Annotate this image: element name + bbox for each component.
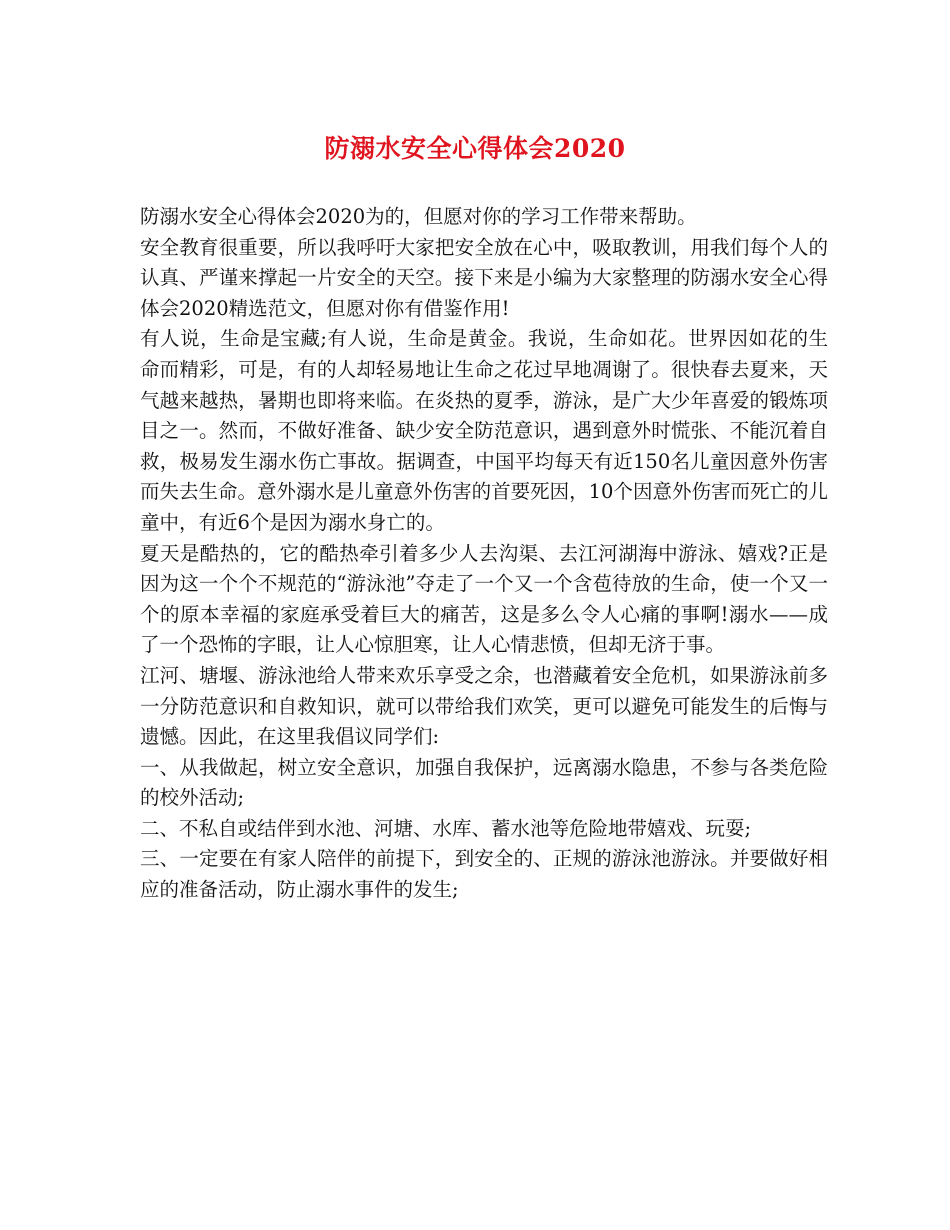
paragraph-proposal: 江河、塘堰、游泳池给人带来欢乐享受之余，也潜藏着安全危机，如果游泳前多一分防范意识和自救知识，就可以带给我们欢笑，更可以避免可能发生的后悔与遗憾。因此，在这里我倡议同学们:	[140, 663, 828, 749]
list-item-1: 一、从我做起，树立安全意识，加强自我保护，远离溺水隐患，不参与各类危险的校外活动;	[140, 755, 828, 810]
document-title: 防溺水安全心得体会2020	[324, 134, 626, 163]
paragraph-intro: 防溺水安全心得体会2020为的，但愿对你的学习工作带来帮助。	[140, 205, 697, 228]
list-item-2: 二、不私自或结伴到水池、河塘、水库、蓄水池等危险地带嬉戏、玩耍;	[140, 816, 752, 840]
paragraph-summer-heat: 夏天是酷热的，它的酷热牵引着多少人去沟渠、去江河湖海中游泳、嬉戏?正是因为这一个个不规范的“游泳池”夺走了一个又一个含苞待放的生命，使一个又一个的原本幸福的家庭承受着巨大的痛苦，这是多么令人心痛的事啊!溺水——成了一个恐怖的字眼，让人心惊胆寒，让人心情悲愤，但却无济于事。	[140, 541, 828, 657]
paragraph-life-like-flower: 有人说，生命是宝藏;有人说，生命是黄金。我说，生命如花。世界因如花的生命而精彩，可是，有的人却轻易地让生命之花过早地凋谢了。很快春去夏来，天气越来越热，暑期也即将来临。在炎热的夏季，游泳，是广大少年喜爱的锻炼项目之一。然而，不做好准备、缺少安全防范意识，遇到意外时慌张、不能沉着自救，极易发生溺水伤亡事故。据调查，中国平均每天有近150名儿童因意外伤害而失去生命。意外溺水是儿童意外伤害的首要死因，10个因意外伤害而死亡的儿童中，有近6个是因为溺水身亡的。	[140, 327, 828, 534]
document-body	[140, 202, 828, 906]
list-item-3: 三、一定要在有家人陪伴的前提下，到安全的、正规的游泳池游泳。并要做好相应的准备活动，防止溺水事件的发生;	[140, 847, 828, 902]
paragraph-safety-education: 安全教育很重要，所以我呼吁大家把安全放在心中，吸取教训，用我们每个人的认真、严谨来撑起一片安全的天空。接下来是小编为大家整理的防溺水安全心得体会2020精选范文，但愿对你有借鉴作用!	[140, 235, 828, 320]
